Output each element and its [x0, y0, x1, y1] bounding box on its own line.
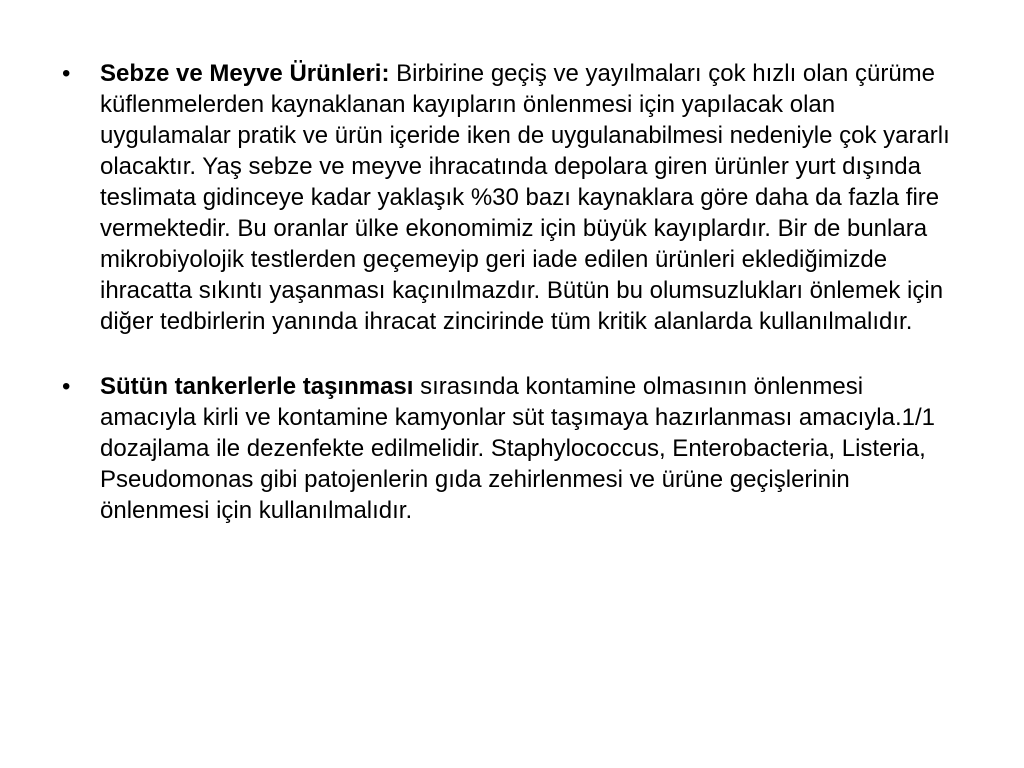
bullet-text: Birbirine geçiş ve yayılmaları çok hızlı olan çürüme küflenmelerden kaynaklanan kayıpların önlenmesi için yapılacak olan uygulamalar pratik ve ürün içeride iken de uygulanabilmesi nedeniyle çok yararlı olacaktır. Yaş sebze ve meyve ihracatında depolara giren ürünler yurt dışında teslimata gidinceye kadar yaklaşık %30 bazı kaynaklara göre daha da fazla fire vermektedir. Bu oranlar ülke ekonomimiz için büyük kayıplardır. Bir de bunlara mikrobiyolojik testlerden geçemeyip geri iade edilen ürünleri eklediğimizde ihracatta sıkıntı yaşanması kaçınılmazdır. Bütün bu olumsuzlukları önlemek için diğer tedbirlerin yanında ihracat zincirinde tüm kritik alanlarda kullanılmalıdır. — [100, 60, 950, 335]
bullet-item-produce — [62, 58, 962, 337]
bullet-marker: • — [62, 373, 71, 400]
bullet-heading: Sebze ve Meyve Ürünleri: — [100, 60, 390, 87]
bullet-text: sırasında kontamine olmasının önlenmesi amacıyla kirli ve kontamine kamyonlar süt taşımaya hazırlanması amacıyla.1/1 dozajlama ile dezenfekte edilmelidir. Staphylococcus, Enterobacteria, Listeria, Pseudomonas gibi patojenlerin gıda zehirlenmesi ve ürüne geçişlerinin önlenmesi için kullanılmalıdır. — [100, 373, 935, 524]
bullet-marker: • — [62, 60, 71, 87]
bullet-item-milk-tankers — [62, 371, 962, 526]
bullet-list — [62, 58, 962, 560]
bullet-heading: Sütün tankerlerle taşınması — [100, 373, 414, 400]
